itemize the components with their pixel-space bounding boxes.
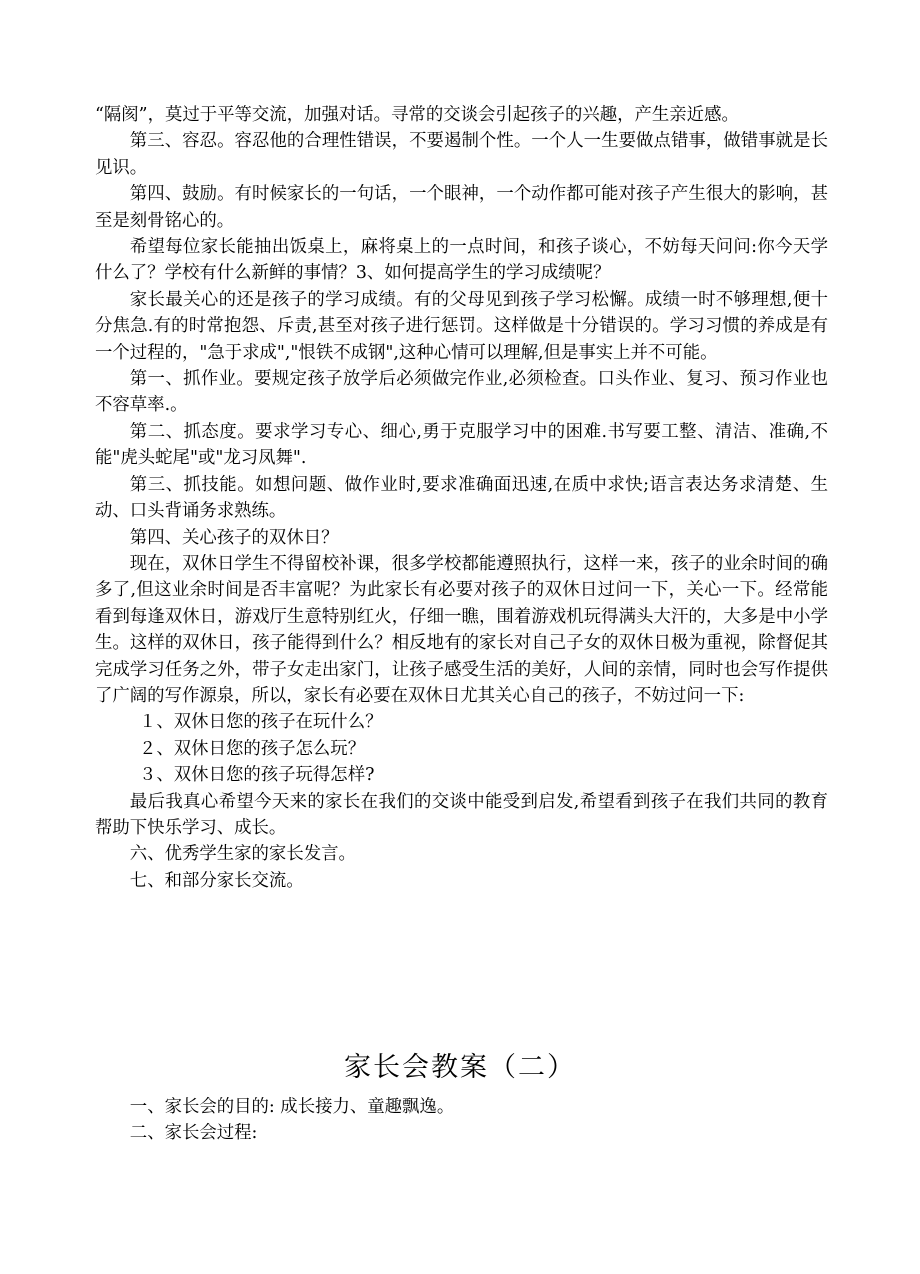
- paragraph-study-results: 家长最关心的还是孩子的学习成绩。有的父母见到孩子学习松懈。成绩一时不够理想,便十分焦急.有的时常抱怨、斥责,甚至对孩子进行惩罚。这样做是十分错误的。学习习惯的养成是有一个过程的，"急于求成","恨铁不成钢",这种心情可以理解,但是事实上并不可能。: [95, 289, 828, 363]
- paragraph-item-six: 六、优秀学生家的家长发言。: [129, 844, 356, 865]
- list-item: ３、双休日您的孩子玩得怎样?: [139, 765, 375, 786]
- paragraph-encouragement: 第四、鼓励。有时候家长的一句话，一个眼神，一个动作都可能对孩子产生很大的影响，甚至是刻骨铭心的。: [95, 184, 828, 231]
- paragraph-talk-with-child: 希望每位家长能抽出饭桌上，麻将桌上的一点时间，和孩子谈心，不妨每天问问:你今天学什么了？学校有什么新鲜的事情？3、如何提高学生的学习成绩呢？: [95, 237, 828, 284]
- section-title: 家长会教案（二）: [344, 1052, 576, 1083]
- section-item-purpose: 一、家长会的目的: 成长接力、童趣飘逸。: [129, 1097, 455, 1117]
- paragraph-attitude: 第二、抓态度。要求学习专心、细心,勇于克服学习中的困难.书写要工整、清洁、准确,不能"虎头蛇尾"或"龙习凤舞".: [95, 421, 828, 469]
- list-item: １、双休日您的孩子在玩什么？: [139, 712, 383, 733]
- section-item-process: 二、家长会过程:: [129, 1123, 258, 1144]
- paragraph-weekend: 现在，双休日学生不得留校补课，很多学校都能遵照执行，这样一来，孩子的业余时间的确多了,但这业余时间是否丰富呢？为此家长有必要对孩子的双休日过问一下，关心一下。经常能看到每逢双休日，游戏厅生意特别红火，仔细一瞧，围着游戏机玩得满头大汗的，大多是中小学生。这样的双休日，孩子能得到什么？相反地有的家长对自己子女的双休日极为重视，除督促其完成学习任务之外，带子女走出家门，让孩子感受生活的美好，人间的亲情，同时也会写作提供了广阔的写作源泉，所以，家长有必要在双休日尤其关心自己的孩子，不妨过问一下:: [95, 553, 828, 706]
- paragraph-item-seven: 七、和部分家长交流。: [129, 870, 304, 891]
- paragraph-homework: 第一、抓作业。要规定孩子放学后必须做完作业,必须检查。口头作业、复习、预习作业也不容草率.。: [95, 369, 828, 416]
- paragraph-weekend-heading: 第四、关心孩子的双休日？: [129, 527, 339, 548]
- paragraph-skills: 第三、抓技能。如想问题、做作业时,要求准确面迅速,在质中求快;语言表达务求清楚、生动、口头背诵务求熟练。: [95, 474, 828, 522]
- document-body: [95, 102, 828, 894]
- paragraph-closing: 最后我真心希望今天来的家长在我们的交谈中能受到启发,希望看到孩子在我们共同的教育帮助下快乐学习、成长。: [95, 791, 828, 838]
- paragraph-tolerance: 第三、容忍。容忍他的合理性错误，不要遏制个性。一个人一生要做点错事，做错事就是长见识。: [95, 131, 828, 178]
- paragraph-communication: “隔阂”，莫过于平等交流，加强对话。寻常的交谈会引起孩子的兴趣，产生亲近感。: [95, 105, 739, 125]
- list-item: ２、双休日您的孩子怎么玩？: [139, 738, 366, 759]
- section-two-body: [95, 1094, 828, 1147]
